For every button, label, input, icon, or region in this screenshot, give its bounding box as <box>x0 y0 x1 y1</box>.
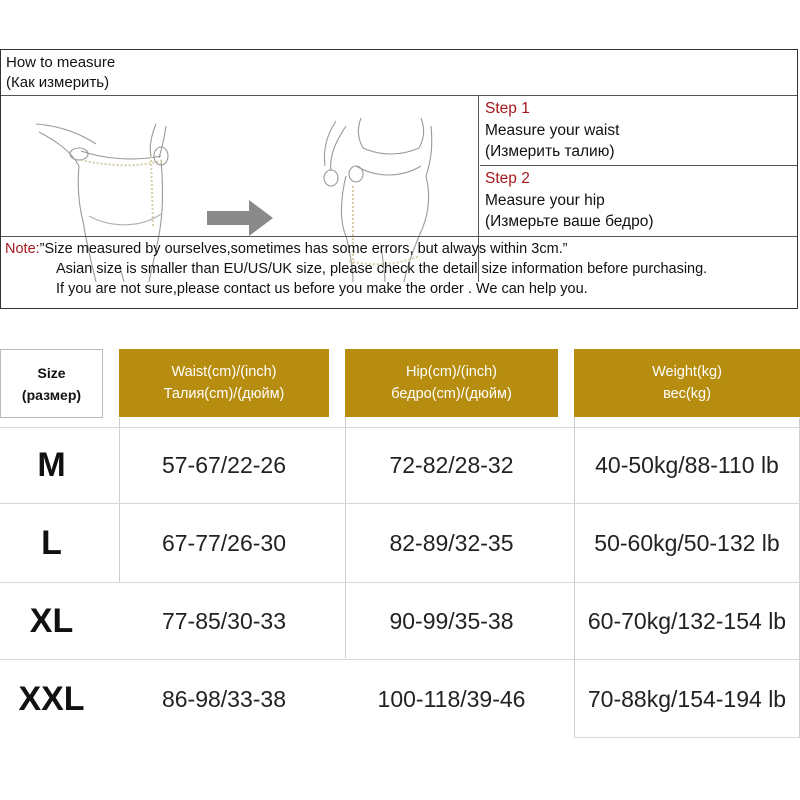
header-waist-ru: Талия(cm)/(дюйм) <box>163 386 285 402</box>
header-hip <box>345 349 558 417</box>
step-2-text-en: Measure your hip <box>485 191 605 209</box>
header-hip-en: Hip(cm)/(inch) <box>405 364 498 380</box>
header-size-en: Size <box>37 364 66 381</box>
header-hip-ru: бедро(cm)/(дюйм) <box>391 386 512 402</box>
note-line-2: Asian size is smaller than EU/US/UK size, please check the detail size information before purchasing. <box>56 261 708 277</box>
weight-m: 40-50kg/88-110 lb <box>595 452 779 478</box>
size-xl: XL <box>29 601 74 640</box>
hip-m: 72-82/28-32 <box>389 452 514 478</box>
measure-header <box>1 50 797 96</box>
step-2 <box>480 166 797 236</box>
size-m: M <box>37 446 66 484</box>
waist-xxl: 86-98/33-38 <box>161 685 287 712</box>
measure-title-en: How to measure <box>6 54 116 71</box>
how-to-measure-box <box>0 49 798 309</box>
size-xxl: XXL <box>18 679 85 718</box>
weight-l: 50-60kg/50-132 lb <box>594 529 780 556</box>
waist-m: 57-67/22-26 <box>161 452 287 478</box>
waist-tape-end <box>151 156 153 226</box>
header-waist <box>119 349 329 417</box>
hip-l: 82-89/32-35 <box>389 529 514 556</box>
note-label: Note: <box>5 241 40 257</box>
header-weight <box>574 349 800 417</box>
step-1-title: Step 1 <box>485 100 530 117</box>
arrow-right-icon <box>207 200 273 236</box>
weight-xxl: 70-88kg/154-194 lb <box>587 685 787 712</box>
header-size <box>0 349 103 418</box>
note-text-1: ”Size measured by ourselves,sometimes has some errors, but always within 3cm.” <box>39 241 568 257</box>
waist-l: 67-77/26-30 <box>161 529 287 556</box>
step-1-text-en: Measure your waist <box>485 121 620 139</box>
step-1 <box>480 96 797 166</box>
header-size-ru: (размер) <box>21 386 82 403</box>
header-weight-ru: вес(kg) <box>663 386 711 402</box>
note-section <box>1 236 797 309</box>
waist-xl: 77-85/30-33 <box>161 607 287 634</box>
hip-xxl: 100-118/39-46 <box>377 685 526 712</box>
note-line-3: If you are not sure,please contact us before you make the order . We can help you. <box>56 281 588 297</box>
weight-xl: 60-70kg/132-154 lb <box>587 607 787 634</box>
size-l: L <box>41 523 62 562</box>
step-1-text-ru: (Измерить талию) <box>485 143 615 160</box>
header-waist-en: Waist(cm)/(inch) <box>171 364 277 380</box>
note-line-1 <box>5 239 797 259</box>
step-2-text-ru: (Измерьте ваше бедро) <box>485 213 654 230</box>
hip-xl: 90-99/35-38 <box>389 607 514 634</box>
measure-title-ru: (Как измерить) <box>6 74 110 91</box>
step-2-title: Step 2 <box>485 170 530 187</box>
header-weight-en: Weight(kg) <box>652 364 722 380</box>
